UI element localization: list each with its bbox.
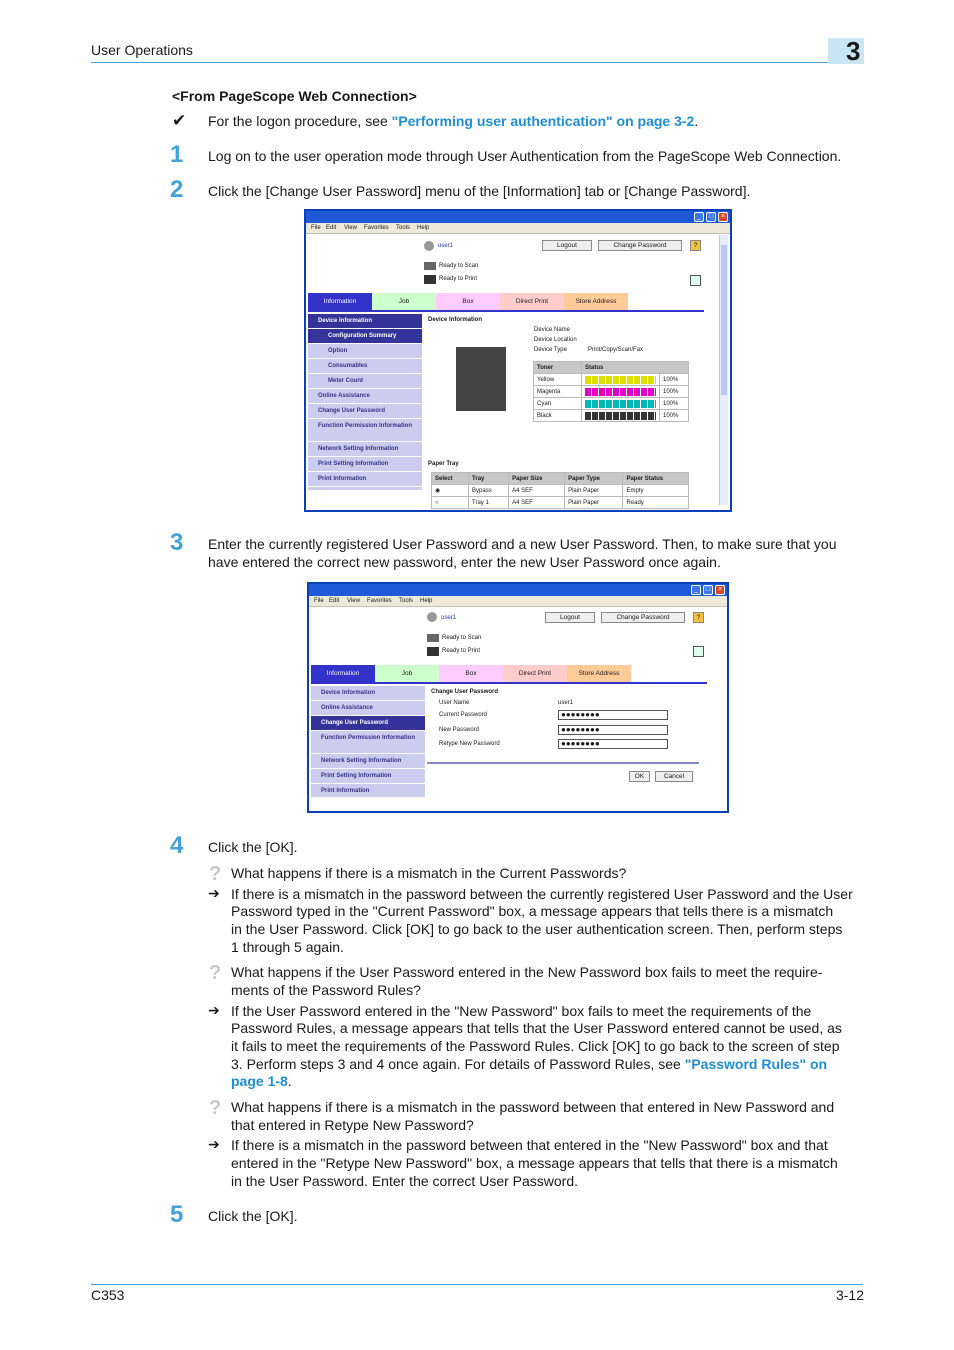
new-password-field: ●●●●●●●● [558, 725, 668, 735]
nav-change-user-password: Change User Password [311, 716, 425, 731]
nav-print-information: Print Information [308, 472, 422, 487]
answer-text: If the User Password entered in the "New Password" box fails to meet the requirements of the [231, 1003, 812, 1019]
close-icon: × [715, 585, 725, 595]
password-rules-link[interactable]: "Password Rules" on [684, 1056, 828, 1072]
paper-tray-table: Select Tray Paper Size Paper Type Paper Status ◉ Bypass A4 SEF Plain Paper Empty ○ Tray 1 A4 SEF Plain Paper Ready [431, 472, 689, 509]
question-icon: ? [209, 863, 222, 885]
note-end: . [694, 113, 699, 129]
screenshot-device-information [304, 209, 732, 512]
question-text: What happens if the User Password entered in the New Password box fails to meet the require- [231, 964, 823, 980]
side-nav [308, 314, 422, 490]
scanner-icon [424, 262, 436, 270]
nav-change-user-password: Change User Password [308, 404, 422, 419]
tab-underline [308, 310, 704, 312]
current-password-field: ●●●●●●●● [558, 710, 668, 720]
window-titlebar [309, 584, 727, 596]
arrow-icon: ➔ [208, 1136, 220, 1152]
user-name: user1 [438, 243, 454, 249]
step-number: 5 [170, 1201, 184, 1228]
tab-store-address: Store Address [564, 293, 628, 310]
browser-menubar [306, 223, 730, 234]
nav-print-setting: Print Setting Information [308, 457, 422, 472]
step-text: Click the [Change User Password] menu of the [Information] tab or [Change Password]. [208, 183, 751, 199]
browser-menubar [309, 596, 727, 607]
device-label: Device Name [534, 327, 571, 333]
cancel-button: Cancel [655, 771, 693, 782]
window-titlebar [306, 211, 730, 223]
tray-radio: ○ [432, 497, 469, 509]
answer-text [231, 1055, 827, 1073]
toner-bar-black [585, 412, 656, 420]
ok-button: OK [629, 771, 650, 782]
nav-device-information: Device Information [308, 314, 422, 329]
maximize-icon: □ [703, 585, 713, 595]
table-row: Magenta 100% [534, 386, 689, 398]
minimize-icon: _ [691, 585, 701, 595]
nav-network-setting: Network Setting Information [308, 442, 422, 457]
device-label: Device Type [534, 347, 567, 353]
tab-direct-print: Direct Print [500, 293, 564, 310]
toner-bar-magenta [585, 388, 656, 396]
auth-page-link[interactable]: "Performing user authentication" on page 3-2 [391, 113, 695, 129]
device-label: Device Location [534, 337, 577, 343]
user-name-label: User Name [439, 700, 470, 706]
scan-status: Ready to Scan [439, 263, 479, 269]
refresh-icon [693, 646, 704, 657]
step-text-cont: have entered the correct new password, enter the new User Password once again. [208, 554, 721, 570]
answer-text: If there is a mismatch in the password between that entered in the "New Password" box and that [231, 1137, 828, 1153]
footer-rule [91, 1284, 863, 1285]
answer-text: 1 through 5 again. [231, 939, 344, 955]
device-type-value: Print/Copy/Scan/Fax [588, 347, 644, 353]
answer-text: If there is a mismatch in the password between the currently registered User Password and the User [231, 886, 853, 902]
tab-information: Information [308, 293, 372, 310]
tab-job: Job [372, 293, 436, 310]
toner-header: Toner [534, 362, 582, 374]
menu-item: File [311, 225, 321, 231]
step-number: 4 [170, 832, 184, 859]
step-text: Click the [OK]. [208, 1208, 298, 1224]
tab-store-address: Store Address [567, 665, 631, 682]
minimize-icon: _ [694, 212, 704, 222]
print-status: Ready to Print [439, 276, 478, 282]
menu-item: Edit [329, 598, 340, 604]
new-password-label: New Password [439, 727, 480, 733]
nav-function-permission: Function Permission Information [308, 419, 422, 442]
menu-item: File [314, 598, 324, 604]
footer-page-number: 3-12 [835, 1287, 864, 1303]
answer-text: in the User Password. Enter the correct User Password. [231, 1173, 579, 1189]
step-text: Click the [OK]. [208, 839, 298, 855]
paper-tray-title: Paper Tray [428, 461, 459, 467]
table-row: ◉ Bypass A4 SEF Plain Paper Empty [432, 485, 689, 497]
tab-bar [308, 293, 728, 310]
menu-item: Help [417, 225, 430, 231]
step-number: 3 [170, 529, 184, 556]
answer-text: entered in the "Retype New Password" box, a message appears that tells that there is a mismatch [231, 1155, 838, 1171]
help-icon: ? [690, 240, 701, 251]
nav-online-assistance: Online Assistance [311, 701, 425, 716]
logout-button: Logout [542, 240, 592, 251]
answer-text-segment: 3. Perform steps 3 and 4 once again. For details of Password Rules, see [231, 1056, 685, 1072]
tray-radio-selected: ◉ [432, 485, 469, 497]
running-header: User Operations [91, 42, 193, 58]
menu-item: Tools [396, 225, 411, 231]
table-row: Yellow 100% [534, 374, 689, 386]
scan-status: Ready to Scan [442, 635, 482, 641]
question-text: ments of the Password Rules? [231, 982, 421, 998]
table-row: ○ Tray 1 A4 SEF Plain Paper Ready [432, 497, 689, 509]
question-text: What happens if there is a mismatch in the Current Passwords? [231, 865, 627, 881]
password-rules-link-page[interactable]: page 1-8 [231, 1073, 288, 1089]
answer-text [231, 1072, 292, 1090]
nav-option: Option [308, 344, 422, 359]
nav-online-assistance: Online Assistance [308, 389, 422, 404]
tab-box: Box [439, 665, 503, 682]
table-row: Black 100% [534, 410, 689, 422]
step-text: Log on to the user operation mode through User Authentication from the PageScope Web Connection. [208, 148, 842, 164]
step-text: Enter the currently registered User Password and a new User Password. Then, to make sure that you [208, 536, 837, 552]
refresh-icon [690, 275, 701, 286]
nav-network-setting: Network Setting Information [311, 754, 425, 769]
section-title: Device Information [428, 317, 483, 323]
change-password-button: Change Password [598, 240, 682, 251]
answer-end: . [287, 1073, 292, 1089]
answer-text: Password typed in the "Current Password" box, a message appears that tells there is a mismatch [231, 903, 834, 919]
nav-print-information: Print Information [311, 784, 425, 798]
table-row: Cyan 100% [534, 398, 689, 410]
user-name-value: user1 [558, 700, 574, 706]
toner-bar-yellow [585, 376, 656, 384]
note-text: For the logon procedure, see [208, 113, 392, 129]
tab-underline [311, 682, 707, 684]
nav-print-setting: Print Setting Information [311, 769, 425, 784]
tab-job: Job [375, 665, 439, 682]
header-rule [91, 62, 863, 63]
tab-information: Information [311, 665, 375, 682]
retype-password-label: Retype New Password [439, 741, 500, 747]
user-name: user1 [441, 615, 457, 621]
user-icon [427, 612, 437, 622]
side-nav [311, 686, 425, 798]
arrow-icon: ➔ [208, 885, 220, 901]
section-title: Change User Password [431, 689, 499, 695]
tab-bar [311, 665, 729, 682]
logon-note [208, 112, 698, 130]
menu-item: Help [420, 598, 433, 604]
answer-text: in the User Password. Click [OK] to go back to the user authentication screen. Then, perform steps [231, 921, 843, 937]
section-heading: <From PageScope Web Connection> [172, 88, 417, 104]
nav-consumables: Consumables [308, 359, 422, 374]
scanner-icon [427, 634, 439, 642]
menu-item: Tools [399, 598, 414, 604]
menu-item: View [344, 225, 357, 231]
nav-configuration-summary: Configuration Summary [308, 329, 422, 344]
form-divider [427, 762, 699, 764]
nav-device-information: Device Information [311, 686, 425, 701]
question-text: that entered in Retype New Password? [231, 1117, 474, 1133]
toner-bar-cyan [585, 400, 656, 408]
retype-password-field: ●●●●●●●● [558, 739, 668, 749]
tab-direct-print: Direct Print [503, 665, 567, 682]
help-icon: ? [693, 612, 704, 623]
current-password-label: Current Password [439, 712, 488, 718]
logout-button: Logout [545, 612, 595, 623]
menu-item: View [347, 598, 360, 604]
maximize-icon: □ [706, 212, 716, 222]
answer-text: Password Rules, a message appears that tells that the User Password entered cannot be used, as [231, 1020, 842, 1036]
print-status: Ready to Print [442, 648, 481, 654]
scrollbar-thumb [721, 245, 727, 395]
check-icon: ✔ [172, 111, 187, 130]
copier-image [456, 347, 506, 411]
nav-function-permission: Function Permission Information [311, 731, 425, 754]
question-icon: ? [209, 962, 222, 984]
change-password-button: Change Password [601, 612, 685, 623]
printer-icon [427, 647, 439, 656]
nav-meter-count: Meter Count [308, 374, 422, 389]
question-icon: ? [209, 1097, 222, 1119]
scrollbar [719, 235, 728, 505]
menu-item: Favorites [367, 598, 392, 604]
question-text: What happens if there is a mismatch in the password between that entered in New Password and [231, 1099, 835, 1115]
menu-item: Edit [326, 225, 337, 231]
footer-model: C353 [91, 1287, 125, 1303]
answer-text: it fails to meet the requirements of the Password Rules. Click [OK] to go back to the screen of step [231, 1038, 840, 1054]
printer-icon [424, 275, 436, 284]
status-header: Status [582, 362, 689, 374]
arrow-icon: ➔ [208, 1002, 220, 1018]
screenshot-change-user-password [307, 582, 729, 813]
step-number: 1 [170, 141, 184, 168]
user-icon [424, 241, 434, 251]
toner-table [533, 361, 689, 422]
menu-item: Favorites [364, 225, 389, 231]
tab-box: Box [436, 293, 500, 310]
close-icon: × [718, 212, 728, 222]
step-number: 2 [170, 176, 184, 203]
chapter-number: 3 [846, 36, 861, 66]
